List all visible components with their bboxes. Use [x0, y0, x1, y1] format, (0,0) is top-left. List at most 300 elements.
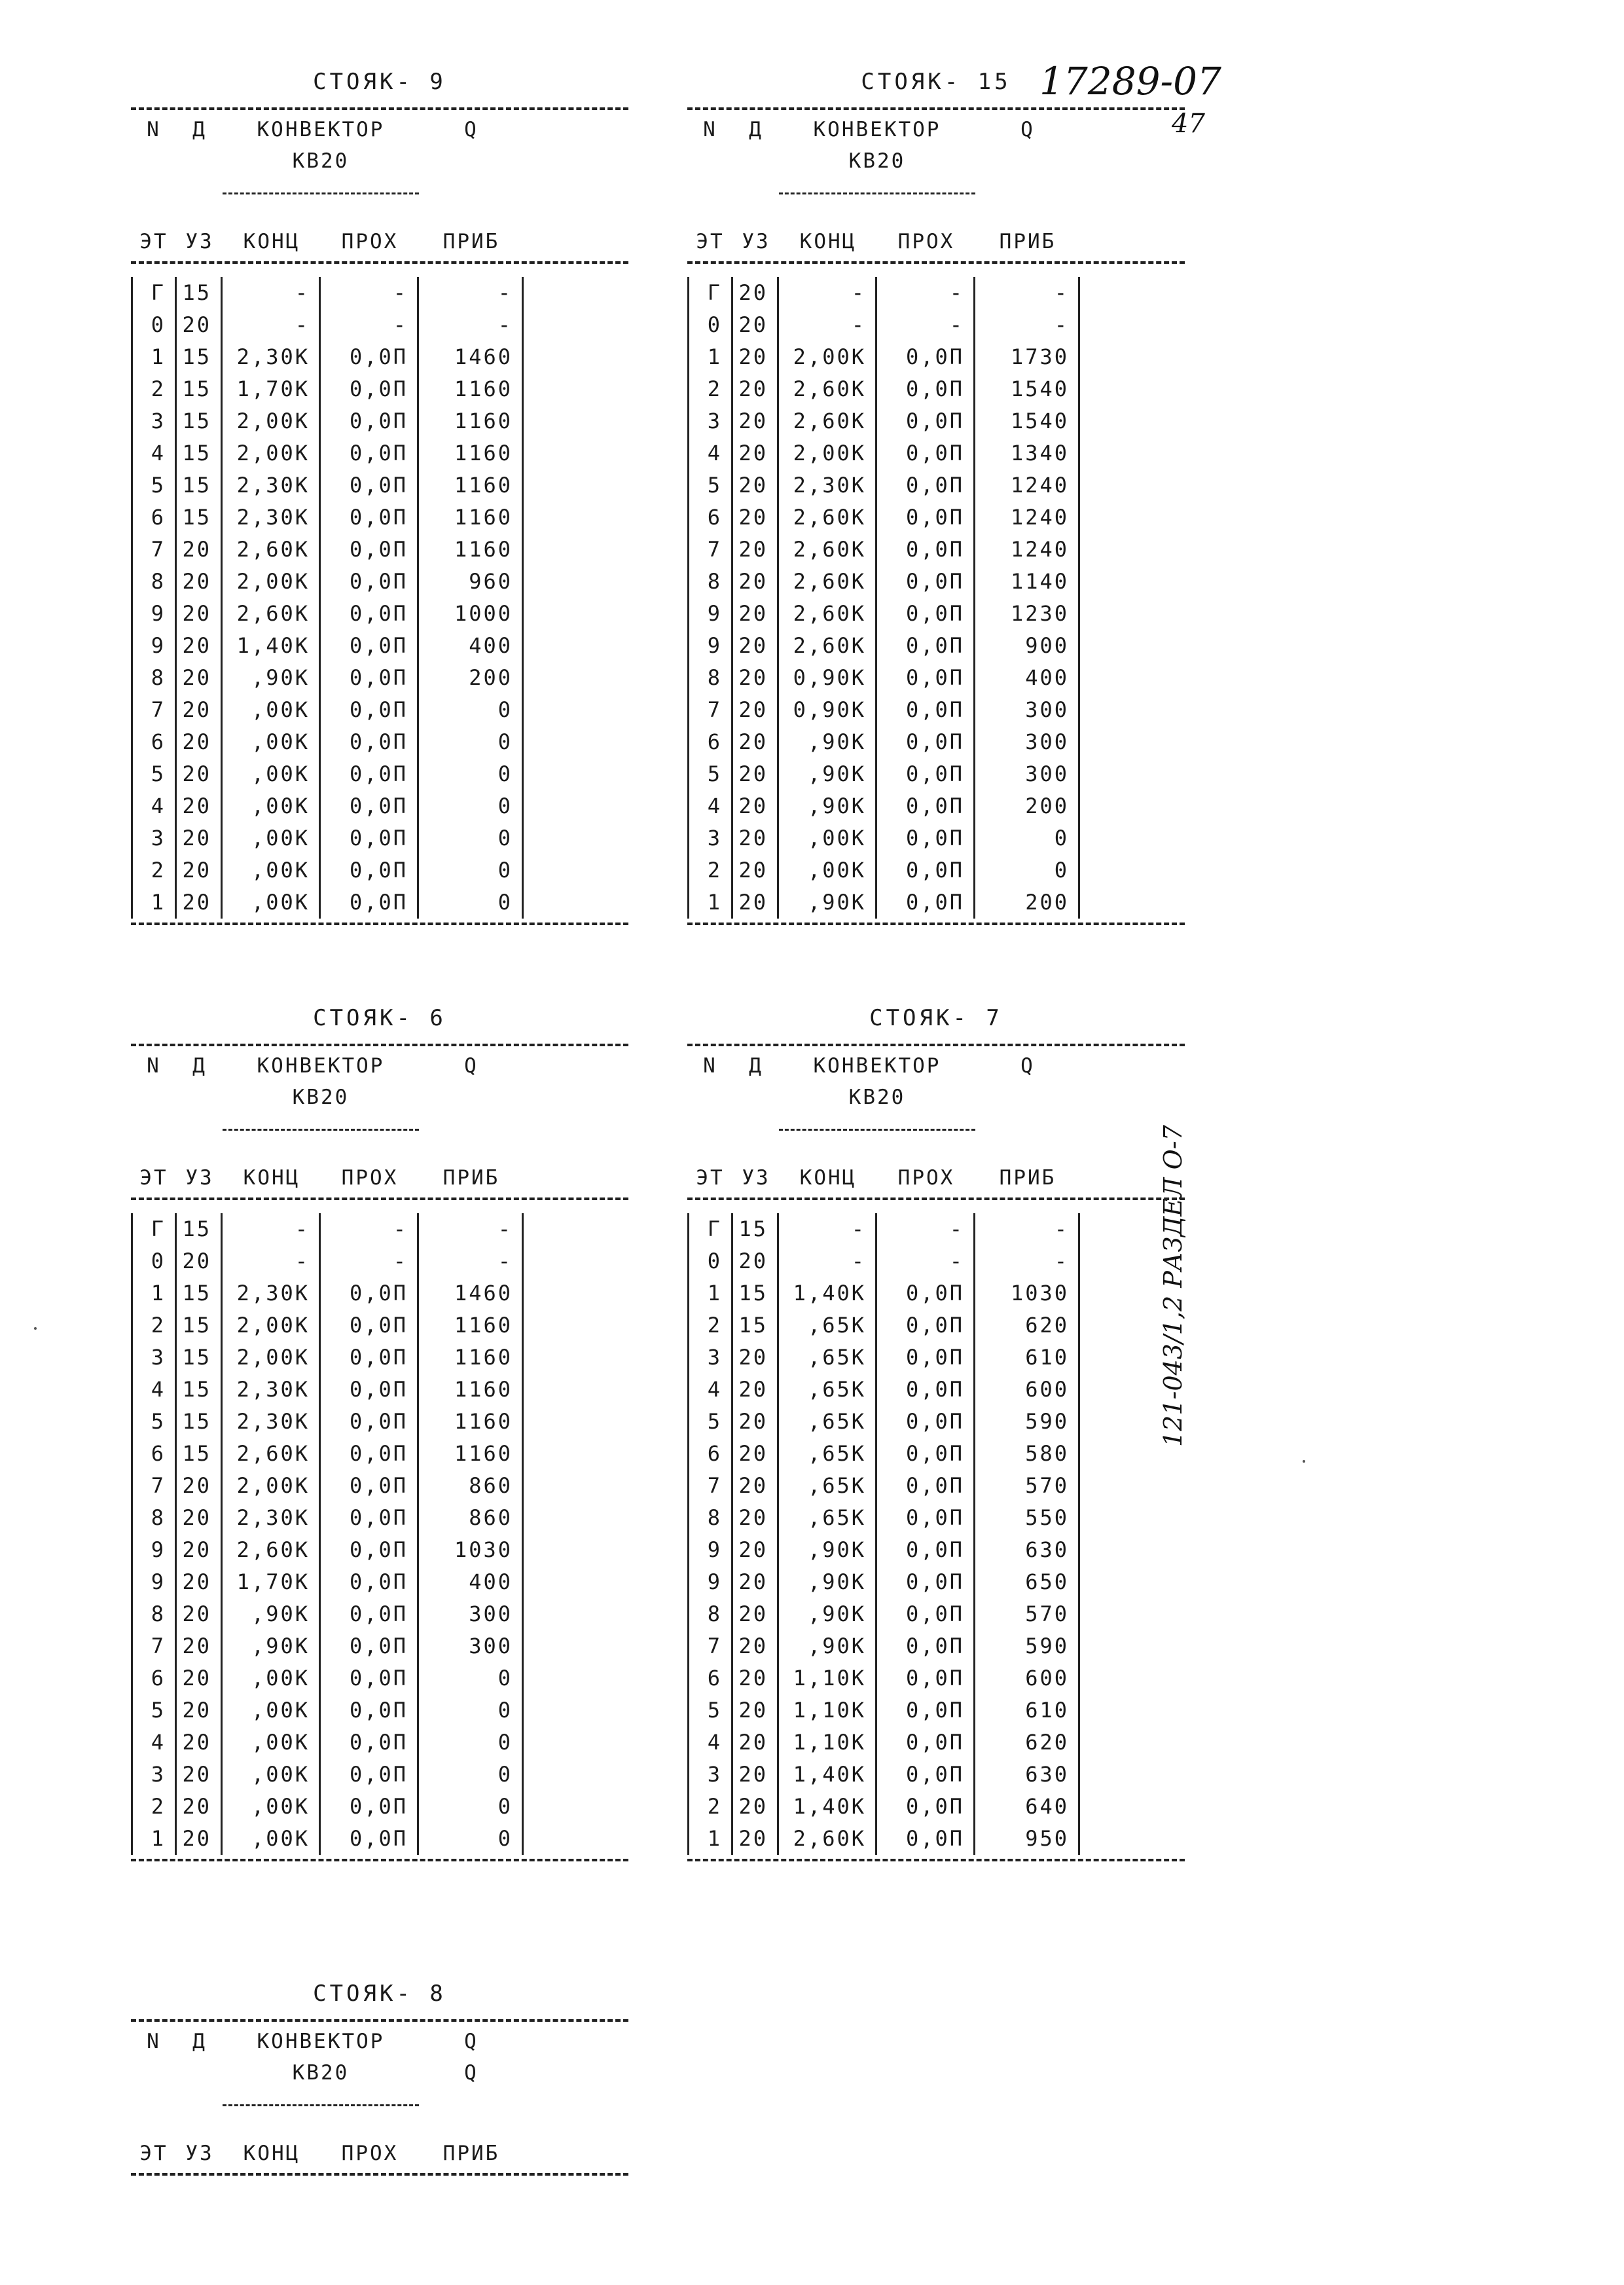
table-row — [687, 1823, 1185, 1855]
cell-floor: 6 — [131, 1438, 177, 1470]
cell-floor: 1 — [131, 341, 177, 373]
cell-heat: 610 — [975, 1342, 1080, 1374]
cell-floor: 8 — [687, 566, 733, 598]
cell-diameter: 15 — [177, 373, 223, 405]
cell-end: ,90К — [223, 1598, 321, 1630]
cell-pass: 0,0П — [321, 694, 419, 726]
table-row — [687, 598, 1185, 630]
cell-pass: 0,0П — [877, 790, 975, 822]
header-kon: КОНЦ — [243, 2142, 300, 2165]
header-prib: ПРИБ — [999, 230, 1056, 253]
cell-diameter: 20 — [733, 726, 779, 758]
cell-diameter: 20 — [177, 1759, 223, 1791]
cell-heat: 1030 — [419, 1534, 524, 1566]
cell-floor: 6 — [131, 726, 177, 758]
table-row — [687, 405, 1185, 437]
header-prib: ПРИБ — [442, 230, 500, 253]
cell-pass: 0,0П — [321, 758, 419, 790]
cell-diameter: 20 — [177, 790, 223, 822]
header-empty — [131, 2089, 177, 2120]
header-empty — [687, 1082, 733, 1113]
cell-heat: 200 — [419, 662, 524, 694]
cell-floor: 6 — [687, 1438, 733, 1470]
table-header-row — [131, 2026, 628, 2057]
header-model: КВ20 — [292, 1086, 350, 1109]
table-row — [131, 502, 628, 534]
table-header-row — [131, 2138, 628, 2169]
table-row — [687, 1245, 1185, 1277]
cell-diameter: 15 — [177, 1213, 223, 1245]
cell-floor: 0 — [687, 309, 733, 341]
cell-floor: 7 — [131, 694, 177, 726]
cell-pass: 0,0П — [321, 1662, 419, 1694]
cell-heat: 0 — [419, 1694, 524, 1727]
header-empty — [733, 177, 779, 208]
cell-end: 2,00К — [223, 566, 321, 598]
table-row — [687, 790, 1185, 822]
header-et: ЭТ — [696, 1166, 725, 1190]
table-header-row — [131, 145, 628, 177]
table-row — [131, 662, 628, 694]
table-row — [131, 437, 628, 469]
cell-pass: 0,0П — [321, 662, 419, 694]
table-row — [131, 630, 628, 662]
cell-pass: 0,0П — [321, 854, 419, 887]
table-row — [131, 758, 628, 790]
cell-pass: 0,0П — [321, 1342, 419, 1374]
table-row — [131, 1630, 628, 1662]
table-row — [131, 694, 628, 726]
cell-diameter: 20 — [733, 1566, 779, 1598]
cell-heat: 300 — [419, 1598, 524, 1630]
header-d: Д — [192, 1054, 207, 1078]
cell-floor: 4 — [131, 1727, 177, 1759]
page-number: 47 — [1172, 109, 1205, 139]
header-convector: КОНВЕКТОР — [257, 1054, 385, 1078]
riser-title: СТОЯК- 15 — [861, 69, 1011, 95]
cell-heat: - — [975, 309, 1080, 341]
cell-diameter: 20 — [733, 437, 779, 469]
cell-floor: Г — [687, 1213, 733, 1245]
cell-diameter: 20 — [733, 854, 779, 887]
cell-heat: 1160 — [419, 1374, 524, 1406]
cell-floor: 7 — [131, 1470, 177, 1502]
table-header-rule-row — [687, 177, 1185, 226]
header-prib: ПРИБ — [442, 1166, 500, 1190]
cell-end: ,90К — [779, 1566, 877, 1598]
cell-diameter: 15 — [177, 469, 223, 502]
cell-diameter: 20 — [177, 1245, 223, 1277]
cell-heat: 620 — [975, 1727, 1080, 1759]
cell-heat: 1030 — [975, 1277, 1080, 1309]
cell-diameter: 20 — [733, 1694, 779, 1727]
table-row — [131, 373, 628, 405]
table-row — [131, 1213, 628, 1245]
table-header-row — [131, 1162, 628, 1194]
cell-pass: 0,0П — [877, 373, 975, 405]
cell-diameter: 20 — [177, 630, 223, 662]
header-convector: КОНВЕКТОР — [813, 1054, 941, 1078]
cell-heat: 1340 — [975, 437, 1080, 469]
table-row — [131, 822, 628, 854]
cell-pass: 0,0П — [877, 405, 975, 437]
cell-end: ,90К — [779, 1598, 877, 1630]
cell-end: ,90К — [779, 887, 877, 919]
header-empty — [733, 145, 779, 177]
cell-diameter: 20 — [177, 1630, 223, 1662]
cell-heat: 640 — [975, 1791, 1080, 1823]
cell-heat: 300 — [975, 758, 1080, 790]
cell-floor: 7 — [687, 1470, 733, 1502]
cell-heat: 400 — [975, 662, 1080, 694]
cell-diameter: 20 — [733, 1470, 779, 1502]
cell-end: ,65К — [779, 1502, 877, 1534]
cell-floor: 7 — [687, 1630, 733, 1662]
table-bottom-rule — [131, 923, 628, 925]
header-sub-rule — [223, 1129, 419, 1162]
cell-heat: 1140 — [975, 566, 1080, 598]
header-n: N — [703, 1054, 717, 1078]
table-row — [687, 1759, 1185, 1791]
cell-heat: 1160 — [419, 1406, 524, 1438]
cell-end: 1,10К — [779, 1662, 877, 1694]
cell-end: ,90К — [779, 726, 877, 758]
margin-note: 121-043/1,2 РАЗДЕЛ О-7 — [1159, 1125, 1187, 1447]
table-header-row — [687, 226, 1185, 257]
cell-end: 2,60К — [779, 534, 877, 566]
header-q: Q — [464, 1054, 478, 1078]
cell-floor: 2 — [687, 1309, 733, 1342]
cell-heat: 960 — [419, 566, 524, 598]
cell-heat: 570 — [975, 1470, 1080, 1502]
table-row — [131, 1342, 628, 1374]
cell-end: - — [779, 277, 877, 309]
cell-diameter: 20 — [733, 662, 779, 694]
cell-diameter: 20 — [177, 662, 223, 694]
cell-diameter: 20 — [733, 1438, 779, 1470]
cell-end: ,65К — [779, 1438, 877, 1470]
cell-end: ,90К — [223, 1630, 321, 1662]
header-model: КВ20 — [848, 149, 906, 173]
cell-floor: 3 — [687, 1342, 733, 1374]
table-bottom-rule — [687, 923, 1185, 925]
table-header-rule — [131, 2173, 628, 2176]
cell-end: 2,00К — [223, 1342, 321, 1374]
cell-pass: 0,0П — [877, 694, 975, 726]
cell-pass: 0,0П — [877, 1374, 975, 1406]
cell-end: ,00К — [223, 1823, 321, 1855]
cell-pass: - — [877, 1213, 975, 1245]
cell-end: ,90К — [779, 1630, 877, 1662]
cell-heat: 0 — [419, 854, 524, 887]
riser-title: СТОЯК- 6 — [313, 1005, 446, 1031]
cell-floor: 7 — [687, 694, 733, 726]
cell-pass: 0,0П — [877, 534, 975, 566]
cell-diameter: 20 — [177, 1598, 223, 1630]
cell-diameter: 20 — [733, 1374, 779, 1406]
table-row — [131, 566, 628, 598]
cell-diameter: 20 — [733, 1598, 779, 1630]
cell-floor: 3 — [687, 405, 733, 437]
cell-diameter: 15 — [177, 1277, 223, 1309]
cell-diameter: 20 — [733, 1823, 779, 1855]
cell-end: 2,00К — [223, 405, 321, 437]
cell-pass: 0,0П — [321, 502, 419, 534]
table-header-row — [131, 226, 628, 257]
cell-end: 1,40К — [779, 1277, 877, 1309]
cell-end: 2,60К — [779, 598, 877, 630]
header-empty — [131, 1113, 177, 1144]
cell-floor: 8 — [131, 662, 177, 694]
cell-diameter: 20 — [733, 598, 779, 630]
header-uz: УЗ — [185, 1166, 214, 1190]
cell-diameter: 20 — [733, 341, 779, 373]
cell-heat: 0 — [975, 822, 1080, 854]
cell-diameter: 20 — [177, 1791, 223, 1823]
table-top-rule — [131, 2019, 628, 2022]
cell-end: ,00К — [223, 1791, 321, 1823]
cell-pass: 0,0П — [877, 1277, 975, 1309]
table-header-row — [687, 114, 1185, 145]
cell-diameter: 15 — [177, 1438, 223, 1470]
cell-floor: 1 — [687, 887, 733, 919]
cell-end: 1,40К — [223, 630, 321, 662]
header-n: N — [147, 2030, 161, 2053]
header-model: КВ20 — [848, 1086, 906, 1109]
cell-diameter: 20 — [733, 1630, 779, 1662]
cell-end: - — [779, 309, 877, 341]
cell-pass: 0,0П — [321, 1406, 419, 1438]
table-row — [131, 726, 628, 758]
header-empty — [733, 1082, 779, 1113]
cell-end: 2,00К — [223, 437, 321, 469]
table-row — [687, 1534, 1185, 1566]
table-row — [687, 726, 1185, 758]
cell-pass: 0,0П — [321, 887, 419, 919]
cell-end: ,00К — [223, 887, 321, 919]
cell-end: 1,70К — [223, 1566, 321, 1598]
cell-heat: 580 — [975, 1438, 1080, 1470]
cell-diameter: 20 — [177, 1566, 223, 1598]
table-row — [687, 662, 1185, 694]
header-convector: КОНВЕКТОР — [257, 2030, 385, 2053]
table-row — [687, 630, 1185, 662]
cell-end: - — [779, 1245, 877, 1277]
cell-pass: 0,0П — [321, 534, 419, 566]
header-d: Д — [192, 118, 207, 141]
cell-floor: 1 — [687, 1277, 733, 1309]
table-row — [131, 1534, 628, 1566]
cell-heat: 0 — [419, 1759, 524, 1791]
cell-heat: 1730 — [975, 341, 1080, 373]
cell-floor: Г — [687, 277, 733, 309]
cell-heat: 1540 — [975, 373, 1080, 405]
cell-end: 1,40К — [779, 1791, 877, 1823]
table-header-row — [687, 1162, 1185, 1194]
header-d: Д — [749, 118, 763, 141]
cell-heat: 600 — [975, 1374, 1080, 1406]
cell-end: ,00К — [223, 854, 321, 887]
cell-floor: 8 — [131, 566, 177, 598]
cell-diameter: 20 — [733, 1342, 779, 1374]
cell-end: 2,30К — [223, 502, 321, 534]
table-top-rule — [687, 107, 1185, 110]
cell-pass: 0,0П — [321, 373, 419, 405]
table-header-row — [687, 1050, 1185, 1082]
cell-floor: 2 — [131, 1309, 177, 1342]
cell-heat: 0 — [419, 790, 524, 822]
cell-pass: - — [877, 309, 975, 341]
cell-diameter: 15 — [733, 1277, 779, 1309]
cell-floor: 9 — [687, 630, 733, 662]
header-et: ЭТ — [696, 230, 725, 253]
table-row — [131, 1598, 628, 1630]
cell-heat: - — [419, 277, 524, 309]
table-row — [687, 1566, 1185, 1598]
cell-floor: 3 — [131, 1759, 177, 1791]
cell-pass: 0,0П — [321, 405, 419, 437]
cell-heat: 630 — [975, 1759, 1080, 1791]
cell-heat: 400 — [419, 630, 524, 662]
cell-pass: 0,0П — [877, 502, 975, 534]
cell-diameter: 20 — [733, 502, 779, 534]
table-row — [687, 1662, 1185, 1694]
table-row — [131, 1566, 628, 1598]
scan-speck — [34, 1327, 37, 1330]
cell-floor: 2 — [131, 854, 177, 887]
riser-title: СТОЯК- 8 — [313, 1981, 446, 2007]
cell-end: ,90К — [223, 662, 321, 694]
table-header-row — [687, 145, 1185, 177]
header-empty — [733, 1113, 779, 1144]
cell-pass: 0,0П — [877, 1406, 975, 1438]
cell-end: ,90К — [779, 790, 877, 822]
cell-pass: - — [321, 1213, 419, 1245]
cell-pass: 0,0П — [877, 341, 975, 373]
table-body — [131, 1213, 628, 1855]
cell-floor: 8 — [131, 1502, 177, 1534]
cell-diameter: 15 — [177, 1342, 223, 1374]
cell-floor: 4 — [687, 790, 733, 822]
cell-pass: 0,0П — [321, 469, 419, 502]
table-row — [687, 469, 1185, 502]
header-d: Д — [749, 1054, 763, 1078]
cell-floor: 5 — [131, 1694, 177, 1727]
cell-floor: 2 — [687, 373, 733, 405]
cell-floor: 8 — [687, 1502, 733, 1534]
header-empty — [177, 1082, 223, 1113]
riser-table — [687, 1002, 1185, 1865]
table-header-rule-row — [687, 1113, 1185, 1162]
cell-floor: 7 — [131, 534, 177, 566]
table-row — [131, 405, 628, 437]
cell-end: ,00К — [779, 822, 877, 854]
cell-heat: 300 — [975, 694, 1080, 726]
cell-end: ,00К — [223, 1694, 321, 1727]
table-row — [131, 1662, 628, 1694]
cell-diameter: 20 — [733, 1406, 779, 1438]
cell-pass: 0,0П — [877, 1502, 975, 1534]
header-n: N — [147, 1054, 161, 1078]
header-et: ЭТ — [139, 2142, 168, 2165]
cell-diameter: 20 — [733, 1791, 779, 1823]
cell-floor: 8 — [687, 662, 733, 694]
cell-diameter: 20 — [177, 758, 223, 790]
table-header-row — [131, 1082, 628, 1113]
cell-end: 2,60К — [779, 373, 877, 405]
cell-heat: 1160 — [419, 1342, 524, 1374]
cell-end: - — [779, 1213, 877, 1245]
cell-floor: 4 — [131, 1374, 177, 1406]
table-body — [687, 1213, 1185, 1855]
cell-heat: 630 — [975, 1534, 1080, 1566]
cell-floor: 5 — [687, 469, 733, 502]
riser-table — [131, 1002, 628, 1865]
cell-pass: 0,0П — [321, 1791, 419, 1823]
cell-floor: 9 — [131, 598, 177, 630]
cell-floor: 5 — [687, 1694, 733, 1727]
cell-floor: 6 — [687, 502, 733, 534]
header-kon: КОНЦ — [799, 1166, 857, 1190]
cell-floor: 1 — [131, 1823, 177, 1855]
cell-pass: 0,0П — [877, 469, 975, 502]
cell-diameter: 20 — [733, 694, 779, 726]
table-row — [687, 1374, 1185, 1406]
cell-end: 2,30К — [223, 1374, 321, 1406]
cell-diameter: 20 — [177, 1534, 223, 1566]
cell-diameter: 20 — [733, 277, 779, 309]
table-header-rule — [131, 261, 628, 264]
cell-diameter: 20 — [177, 1470, 223, 1502]
cell-diameter: 20 — [733, 822, 779, 854]
cell-floor: 6 — [687, 1662, 733, 1694]
cell-diameter: 20 — [733, 1245, 779, 1277]
header-q: Q — [1020, 118, 1035, 141]
cell-pass: 0,0П — [877, 1694, 975, 1727]
cell-heat: 0 — [419, 1662, 524, 1694]
cell-pass: 0,0П — [321, 822, 419, 854]
cell-floor: 4 — [131, 437, 177, 469]
header-et: ЭТ — [139, 1166, 168, 1190]
cell-diameter: 15 — [177, 437, 223, 469]
cell-end: ,00К — [223, 790, 321, 822]
header-prib: ПРИБ — [999, 1166, 1056, 1190]
cell-pass: - — [321, 277, 419, 309]
cell-floor: 6 — [131, 1662, 177, 1694]
header-q-second — [975, 1082, 1080, 1113]
riser-title: СТОЯК- 7 — [869, 1005, 1003, 1031]
cell-end: ,65К — [779, 1309, 877, 1342]
header-empty — [177, 145, 223, 177]
cell-diameter: 20 — [733, 1502, 779, 1534]
table-row — [687, 1502, 1185, 1534]
cell-pass: 0,0П — [321, 341, 419, 373]
cell-end: ,00К — [223, 758, 321, 790]
cell-heat: 0 — [419, 758, 524, 790]
cell-end: 1,10К — [779, 1727, 877, 1759]
cell-pass: 0,0П — [877, 726, 975, 758]
table-row — [687, 437, 1185, 469]
header-q-second — [419, 145, 524, 177]
cell-floor: 8 — [131, 1598, 177, 1630]
cell-floor: 9 — [131, 630, 177, 662]
cell-end: 2,30К — [223, 1502, 321, 1534]
cell-pass: 0,0П — [877, 1727, 975, 1759]
cell-pass: 0,0П — [877, 854, 975, 887]
table-row — [131, 1759, 628, 1791]
cell-heat: - — [975, 1245, 1080, 1277]
cell-end: ,00К — [223, 1662, 321, 1694]
